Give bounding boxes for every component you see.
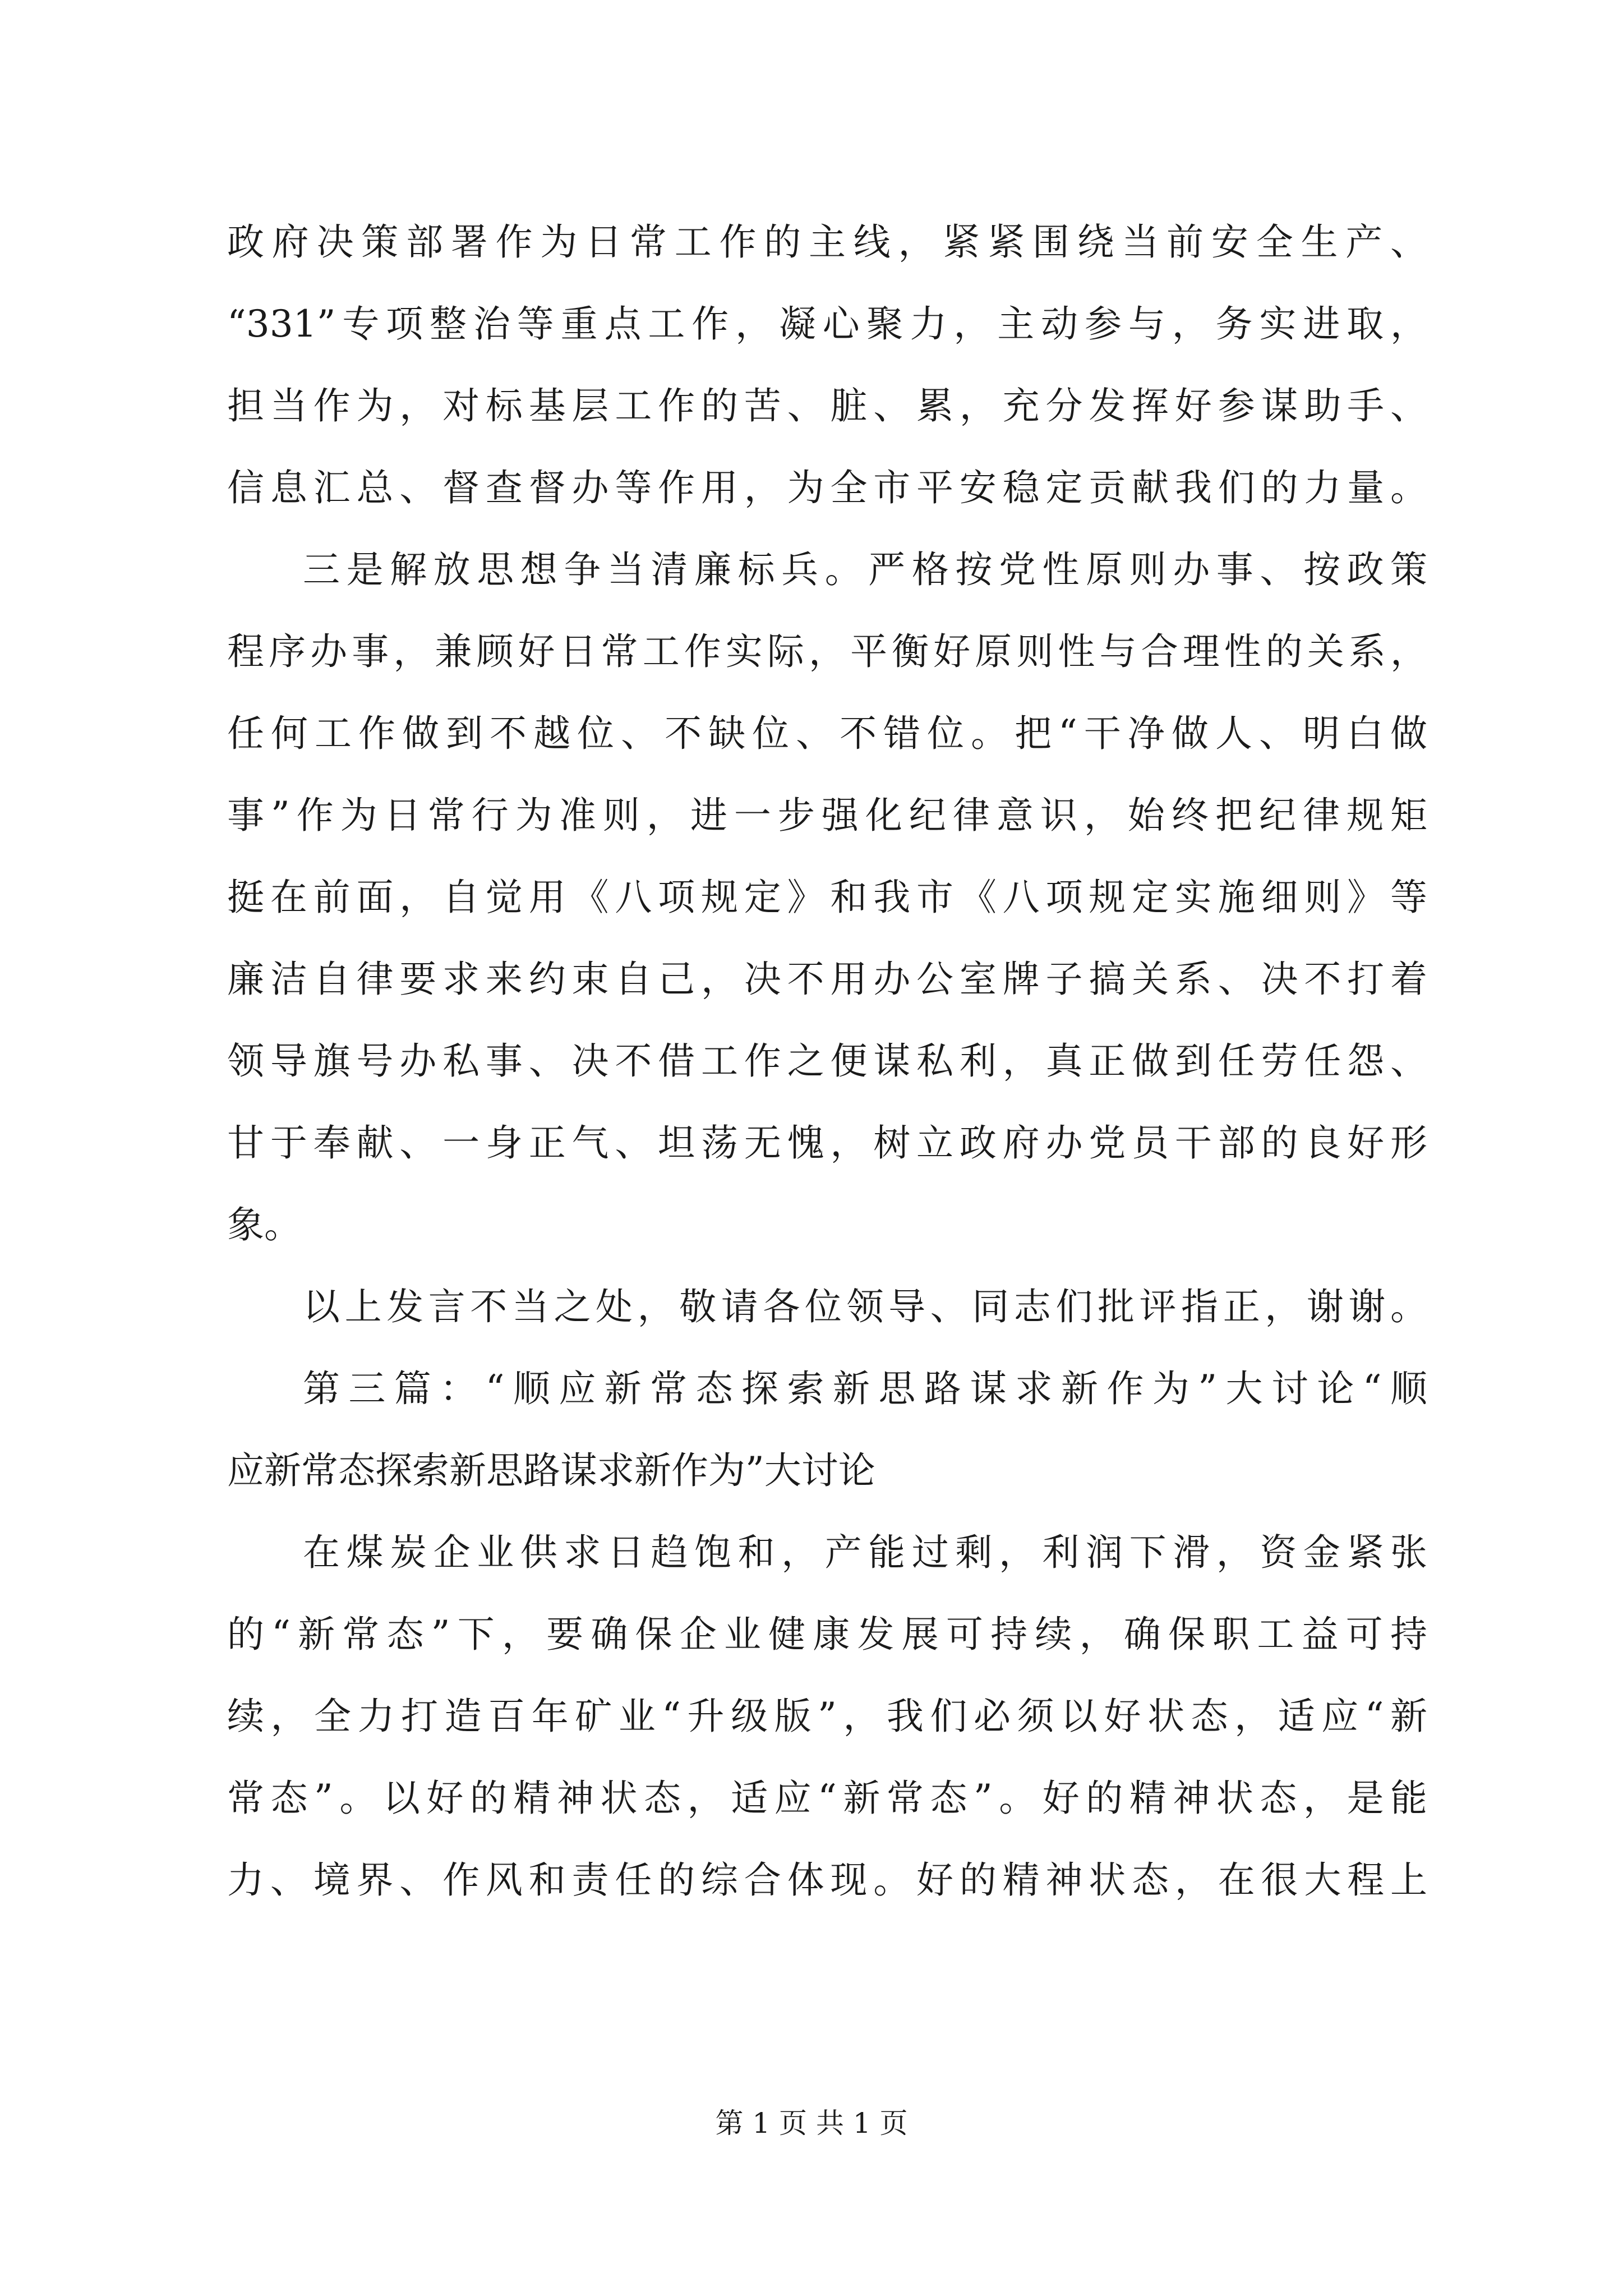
text-line: 常态”。以好的精神状态，适应“新常态”。好的精神状态，是能 — [227, 1777, 1427, 1820]
paragraph-start-line: 在煤炭企业供求日趋饱和，产能过剩，利润下滑，资金紧张 — [303, 1531, 1427, 1574]
text-line: 程序办事，兼顾好日常工作实际，平衡好原则性与合理性的关系， — [227, 630, 1427, 673]
text-line: 廉洁自律要求来约束自己，决不用办公室牌子搞关系、决不打着 — [227, 958, 1427, 1001]
text-line: 担当作为，对标基层工作的苦、脏、累，充分发挥好参谋助手、 — [227, 384, 1427, 427]
text-line: 信息汇总、督查督办等作用，为全市平安稳定贡献我们的力量。 — [227, 466, 1427, 509]
text-line: 象。 — [227, 1203, 301, 1246]
text-line: “331”专项整治等重点工作，凝心聚力，主动参与，务实进取， — [227, 302, 1427, 346]
text-line: 的“新常态”下，要确保企业健康发展可持续，确保职工益可持 — [227, 1613, 1427, 1656]
section-title-line: 应新常态探索新思路谋求新作为”大讨论 — [227, 1449, 875, 1492]
text-line: 挺在前面，自觉用《八项规定》和我市《八项规定实施细则》等 — [227, 876, 1427, 919]
text-line: 任何工作做到不越位、不缺位、不错位。把“干净做人、明白做 — [227, 712, 1427, 755]
text-line: 续，全力打造百年矿业“升级版”，我们必须以好状态，适应“新 — [227, 1695, 1427, 1738]
paragraph-start-line: 三是解放思想争当清廉标兵。严格按党性原则办事、按政策 — [303, 548, 1427, 591]
page-footer: 第 1 页 共 1 页 — [715, 2107, 908, 2139]
closing-line: 以上发言不当之处，敬请各位领导、同志们批评指正，谢谢。 — [303, 1285, 1427, 1328]
text-line: 政府决策部署作为日常工作的主线，紧紧围绕当前安全生产、 — [227, 220, 1427, 264]
text-line: 事”作为日常行为准则，进一步强化纪律意识，始终把纪律规矩 — [227, 794, 1427, 837]
section-title-line: 第三篇：“顺应新常态探索新思路谋求新作为”大讨论“顺 — [303, 1367, 1427, 1410]
text-line: 力、境界、作风和责任的综合体现。好的精神状态，在很大程上 — [227, 1858, 1427, 1902]
text-line: 领导旗号办私事、决不借工作之便谋私利，真正做到任劳任怨、 — [227, 1039, 1427, 1083]
text-line: 甘于奉献、一身正气、坦荡无愧，树立政府办党员干部的良好形 — [227, 1121, 1427, 1165]
